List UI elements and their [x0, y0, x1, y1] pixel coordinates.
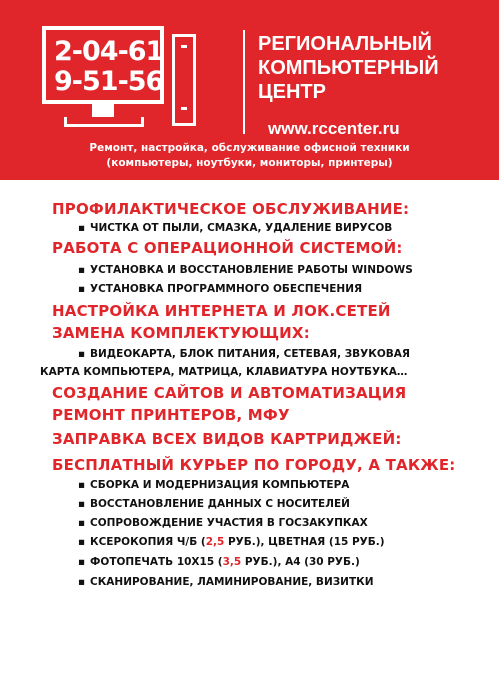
bullet: ▪	[78, 222, 86, 234]
list-item	[78, 517, 368, 529]
bullet: ▪	[78, 283, 86, 295]
price-highlight: 3,5	[222, 556, 242, 568]
monitor-icon	[42, 26, 164, 104]
section-heading-courier: БЕСПЛАТНЫЙ КУРЬЕР ПО ГОРОДУ, А ТАКЖЕ:	[52, 456, 456, 474]
website-url: www.rccenter.ru	[268, 119, 400, 138]
tower-slot	[181, 45, 187, 48]
section-heading-websites: СОЗДАНИЕ САЙТОВ И АВТОМАТИЗАЦИЯ	[52, 384, 407, 402]
price-text: КСЕРОКОПИЯ Ч/Б (	[90, 536, 206, 548]
company-name-line-1: РЕГИОНАЛЬНЫЙ	[258, 33, 432, 55]
tagline-line-1: Ремонт, настройка, обслуживание офисной техники	[89, 142, 410, 154]
list-item-text: УСТАНОВКА И ВОССТАНОВЛЕНИЕ РАБОТЫ WINDOWS	[90, 264, 413, 276]
phone-numbers	[54, 37, 163, 97]
system-unit-icon	[172, 34, 196, 126]
list-item-text: ВОССТАНОВЛЕНИЕ ДАННЫХ С НОСИТЕЛЕЙ	[90, 498, 350, 510]
section-heading-network: НАСТРОЙКА ИНТЕРНЕТА И ЛОК.СЕТЕЙ	[52, 302, 391, 320]
company-name-line-2: КОМПЬЮТЕРНЫЙ	[258, 57, 439, 79]
list-item-text: ЧИСТКА ОТ ПЫЛИ, СМАЗКА, УДАЛЕНИЕ ВИРУСОВ	[90, 222, 393, 234]
header-divider	[243, 30, 245, 134]
list-item	[78, 222, 392, 234]
tagline-line-2: (компьютеры, ноутбуки, мониторы, принтеры)	[106, 157, 393, 169]
price-text: РУБ.), ЦВЕТНАЯ (15 РУБ.)	[224, 536, 385, 548]
list-item-text: СОПРОВОЖДЕНИЕ УЧАСТИЯ В ГОСЗАКУПКАХ	[90, 517, 368, 529]
bullet: ▪	[78, 576, 86, 588]
section-heading-printers: РЕМОНТ ПРИНТЕРОВ, МФУ	[52, 406, 290, 424]
section-heading-maintenance: ПРОФИЛАКТИЧЕСКОЕ ОБСЛУЖИВАНИЕ:	[52, 200, 410, 218]
monitor-base	[64, 117, 144, 127]
list-item-text: ВИДЕОКАРТА, БЛОК ПИТАНИЯ, СЕТЕВАЯ, ЗВУКОВАЯ	[90, 348, 410, 360]
bullet: ▪	[78, 498, 86, 510]
list-item-text: УСТАНОВКА ПРОГРАММНОГО ОБЕСПЕЧЕНИЯ	[90, 283, 363, 295]
section-heading-os: РАБОТА С ОПЕРАЦИОННОЙ СИСТЕМОЙ:	[52, 239, 403, 257]
list-item-copy-price	[78, 536, 385, 548]
bullet: ▪	[78, 348, 86, 360]
bullet: ▪	[78, 479, 86, 491]
list-item	[78, 348, 410, 360]
list-item	[78, 576, 374, 588]
list-item-continuation: КАРТА КОМПЬЮТЕРА, МАТРИЦА, КЛАВИАТУРА НОУТБУКА…	[40, 366, 408, 378]
list-item-photo-price	[78, 556, 360, 568]
bullet: ▪	[78, 264, 86, 276]
company-name-line-3: ЦЕНТР	[258, 81, 326, 103]
bullet: ▪	[78, 517, 86, 529]
list-item	[78, 479, 349, 491]
list-item	[78, 264, 413, 276]
list-item	[78, 283, 362, 295]
section-heading-components: ЗАМЕНА КОМПЛЕКТУЮЩИХ:	[52, 324, 310, 342]
price-text: РУБ.), А4 (30 РУБ.)	[241, 556, 360, 568]
list-item-text: СКАНИРОВАНИЕ, ЛАМИНИРОВАНИЕ, ВИЗИТКИ	[90, 576, 374, 588]
price-highlight: 2,5	[205, 536, 225, 548]
tower-slot	[181, 107, 187, 110]
company-name	[258, 32, 493, 104]
tagline	[0, 141, 499, 171]
monitor-stand	[92, 104, 114, 117]
phone-number-2: 9-51-56	[54, 66, 164, 97]
bullet: ▪	[78, 536, 86, 548]
phone-number-1: 2-04-61	[54, 36, 164, 67]
price-text: ФОТОПЕЧАТЬ 10Х15 (	[90, 556, 223, 568]
header-banner	[0, 0, 499, 180]
list-item	[78, 498, 350, 510]
section-heading-cartridges: ЗАПРАВКА ВСЕХ ВИДОВ КАРТРИДЖЕЙ:	[52, 430, 402, 448]
bullet: ▪	[78, 556, 86, 568]
list-item-text: СБОРКА И МОДЕРНИЗАЦИЯ КОМПЬЮТЕРА	[90, 479, 350, 491]
